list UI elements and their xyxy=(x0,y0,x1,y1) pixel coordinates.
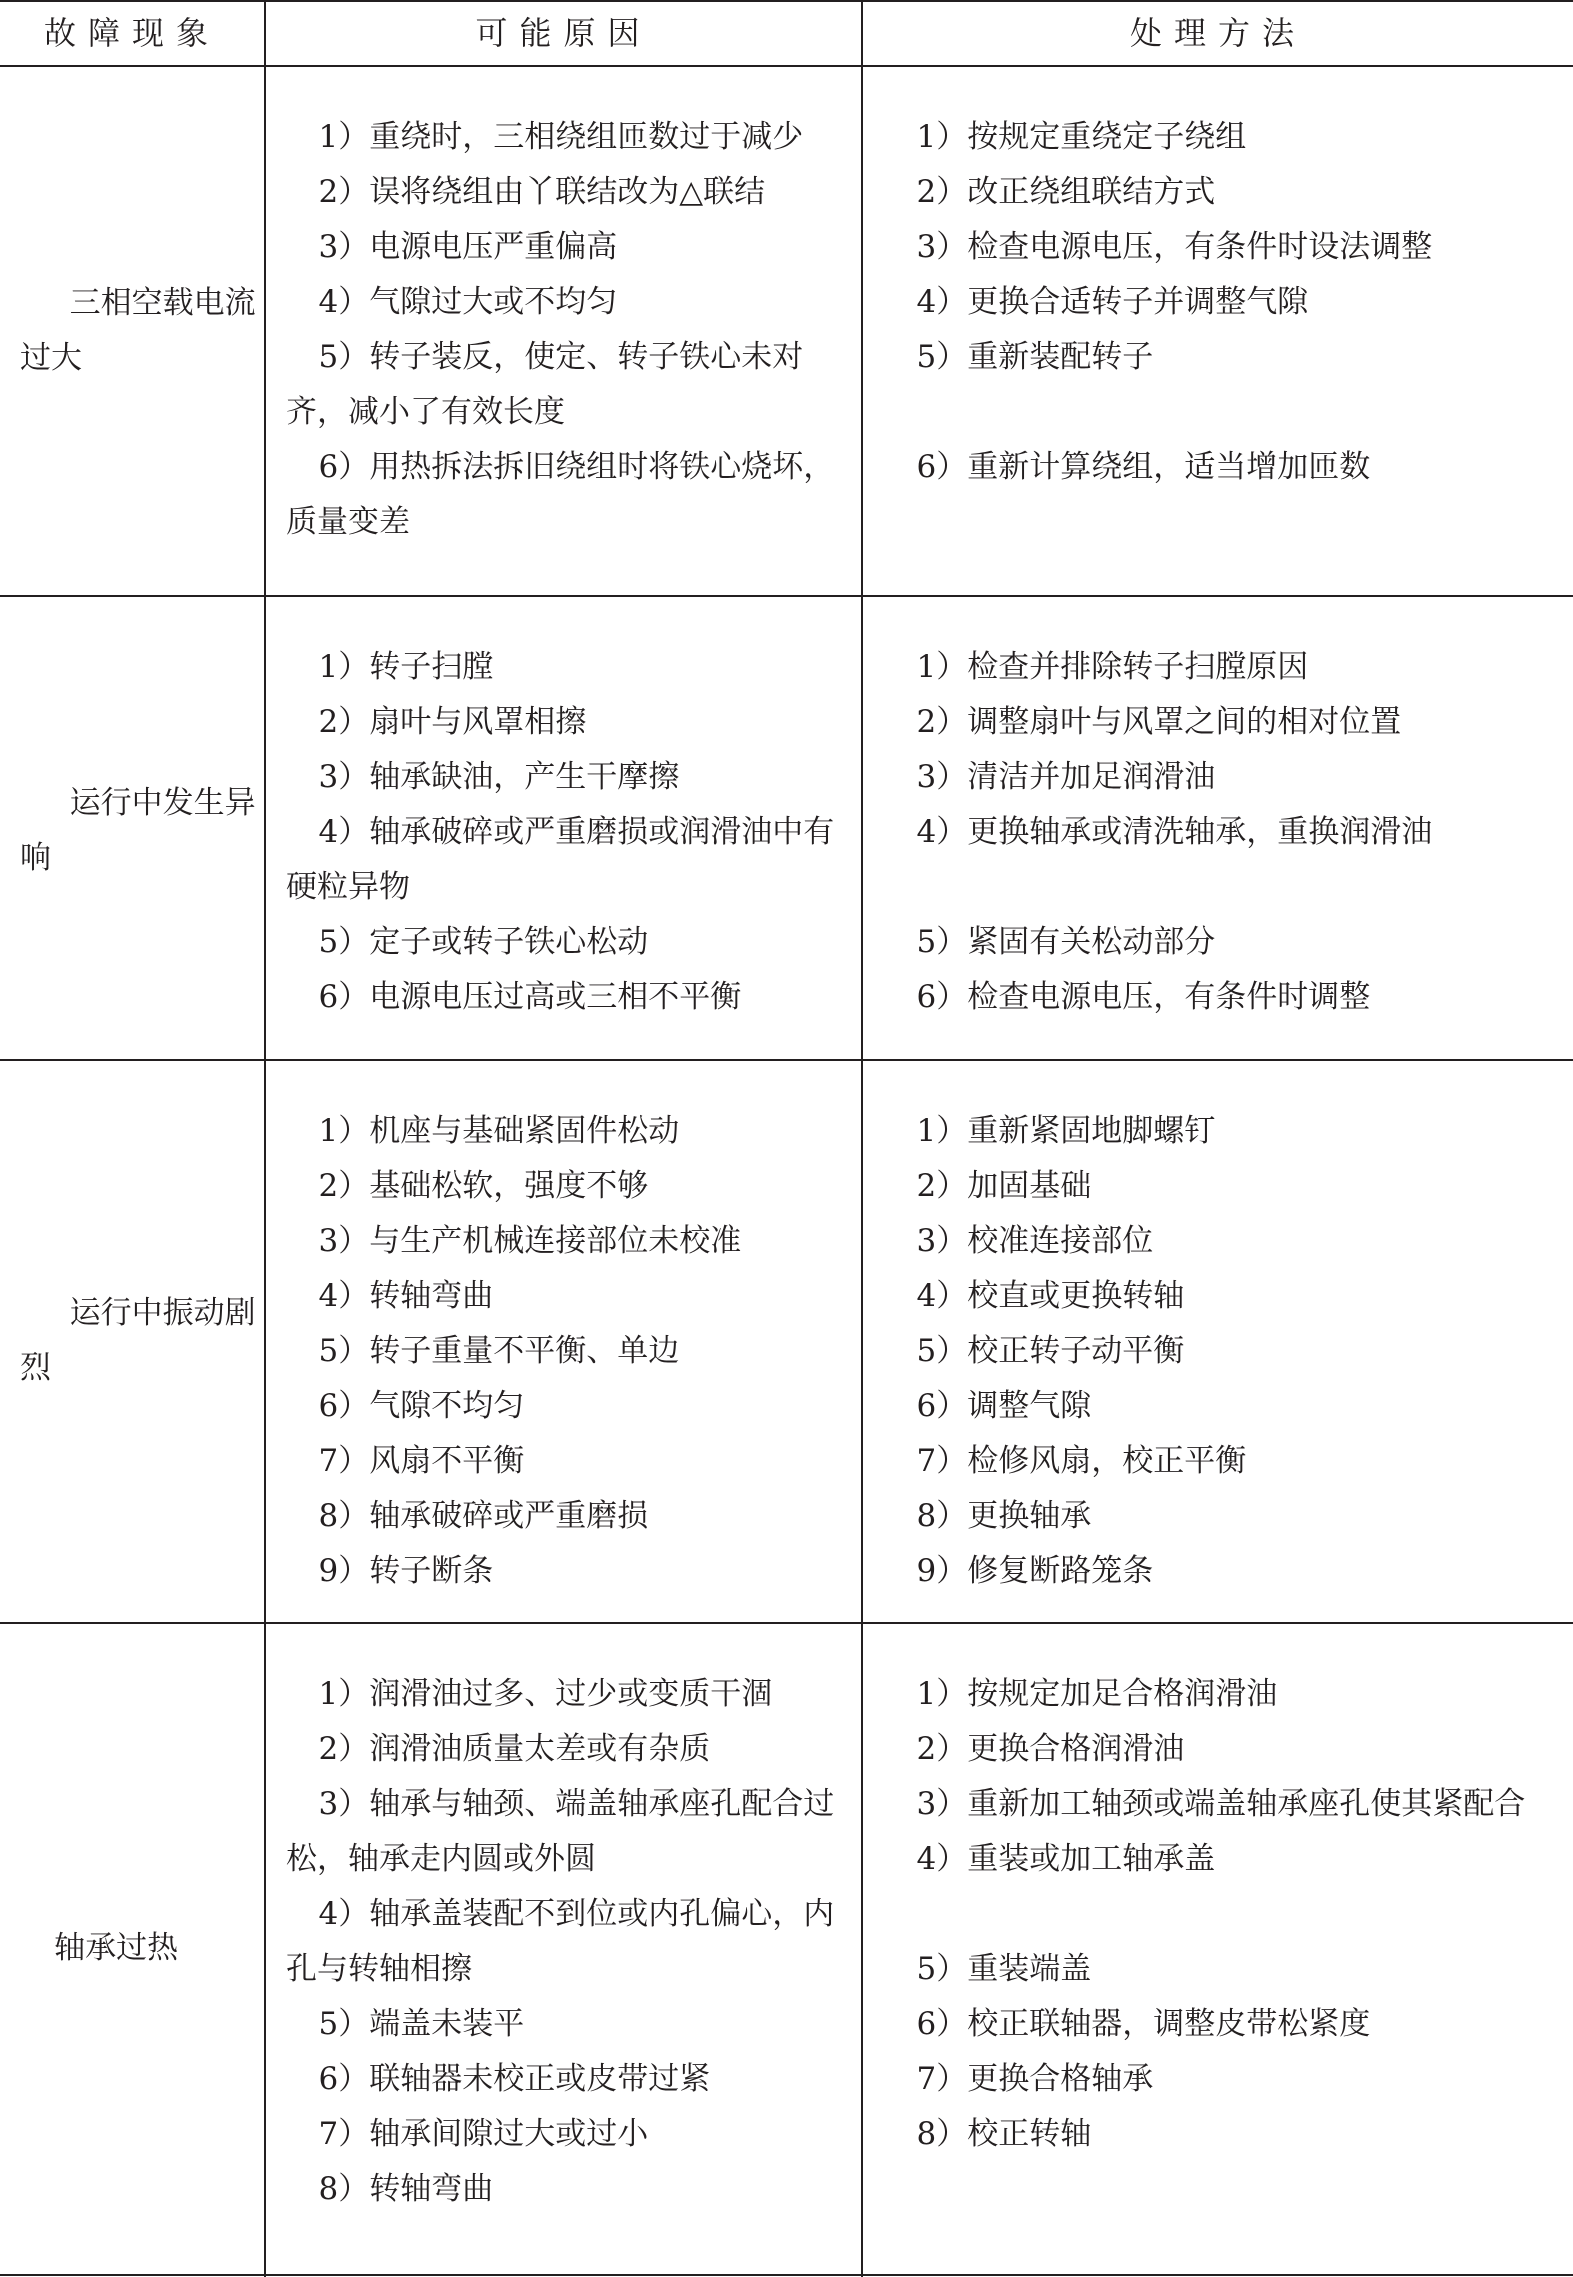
method-item: 9）修复断路笼条 xyxy=(916,1553,1154,1589)
method-item: 1）检查并排除转子扫膛原因 xyxy=(916,649,1309,685)
method-item: 3）重新加工轴颈或端盖轴承座孔使其紧配合 xyxy=(916,1786,1526,1822)
cause-item: 7）风扇不平衡 xyxy=(318,1443,525,1479)
cause-item: 3）轴承与轴颈、端盖轴承座孔配合过松，轴承走内圆或外圆 xyxy=(286,1786,835,1877)
symptom-cell: 运行中振动剧烈 xyxy=(20,1295,256,1386)
method-list xyxy=(884,1104,1564,1599)
cause-item: 1）机座与基础紧固件松动 xyxy=(318,1113,680,1149)
cause-item: 1）转子扫膛 xyxy=(318,649,494,685)
cause-item: 5）转子装反，使定、转子铁心未对齐，减小了有效长度 xyxy=(286,339,804,430)
symptom-cell: 三相空载电流过大 xyxy=(20,285,256,376)
row-divider xyxy=(0,1622,1573,1624)
cause-item: 5）定子或转子铁心松动 xyxy=(318,924,649,960)
method-item: 4）校直或更换转轴 xyxy=(916,1278,1185,1314)
method-item: 7）更换合格轴承 xyxy=(916,2061,1154,2097)
cause-item: 7）轴承间隙过大或过小 xyxy=(318,2116,649,2152)
cause-item: 6）用热拆法拆旧绕组时将铁心烧坏，质量变差 xyxy=(286,449,835,540)
cause-item: 4）轴承破碎或严重磨损或润滑油中有硬粒异物 xyxy=(286,814,835,905)
method-item: 1）按规定重绕定子绕组 xyxy=(916,119,1247,155)
method-spacer xyxy=(884,385,1564,440)
method-item: 4）重装或加工轴承盖 xyxy=(916,1841,1216,1877)
method-list xyxy=(884,640,1564,1025)
table-bottom-border xyxy=(0,2274,1573,2276)
row-divider xyxy=(0,1059,1573,1061)
method-item: 5）重新装配转子 xyxy=(916,339,1154,375)
method-item: 1）按规定加足合格润滑油 xyxy=(916,1676,1278,1712)
cause-list xyxy=(286,110,846,550)
cause-item: 8）轴承破碎或严重磨损 xyxy=(318,1498,649,1534)
symptom-cell: 轴承过热 xyxy=(54,1930,179,1966)
method-list xyxy=(884,1667,1564,2162)
cause-item: 5）转子重量不平衡、单边 xyxy=(318,1333,680,1369)
cause-item: 3）与生产机械连接部位未校准 xyxy=(318,1223,742,1259)
cause-item: 5）端盖未装平 xyxy=(318,2006,525,2042)
method-item: 3）校准连接部位 xyxy=(916,1223,1154,1259)
method-item: 2）更换合格润滑油 xyxy=(916,1731,1185,1767)
cause-item: 3）轴承缺油，产生干摩擦 xyxy=(318,759,680,795)
symptom-cell: 运行中发生异响 xyxy=(20,785,256,876)
method-item: 6）调整气隙 xyxy=(916,1388,1092,1424)
method-list xyxy=(884,110,1564,495)
method-item: 2）调整扇叶与风罩之间的相对位置 xyxy=(916,704,1402,740)
cause-item: 2）误将绕组由丫联结改为△联结 xyxy=(318,174,766,210)
cause-item: 3）电源电压严重偏高 xyxy=(318,229,618,265)
cause-item: 6）气隙不均匀 xyxy=(318,1388,525,1424)
method-item: 3）清洁并加足润滑油 xyxy=(916,759,1216,795)
method-item: 4）更换合适转子并调整气隙 xyxy=(916,284,1309,320)
column-divider xyxy=(861,0,863,2277)
cause-item: 2）扇叶与风罩相擦 xyxy=(318,704,587,740)
header-symptom: 故障现象 xyxy=(43,14,220,52)
cause-item: 2）润滑油质量太差或有杂质 xyxy=(318,1731,711,1767)
cause-list xyxy=(286,1104,846,1599)
cause-item: 4）气隙过大或不均匀 xyxy=(318,284,618,320)
cause-list xyxy=(286,640,846,1025)
method-item: 2）改正绕组联结方式 xyxy=(916,174,1216,210)
cause-item: 6）联轴器未校正或皮带过紧 xyxy=(318,2061,711,2097)
cause-item: 1）润滑油过多、过少或变质干涸 xyxy=(318,1676,773,1712)
method-item: 5）紧固有关松动部分 xyxy=(916,924,1216,960)
method-item: 1）重新紧固地脚螺钉 xyxy=(916,1113,1216,1149)
row-divider xyxy=(0,595,1573,597)
cause-item: 9）转子断条 xyxy=(318,1553,494,1589)
cause-item: 2）基础松软，强度不够 xyxy=(318,1168,649,1204)
method-item: 6）重新计算绕组，适当增加匝数 xyxy=(916,449,1371,485)
method-spacer xyxy=(884,1887,1564,1942)
cause-item: 8）转轴弯曲 xyxy=(318,2171,494,2207)
method-item: 8）更换轴承 xyxy=(916,1498,1092,1534)
method-spacer xyxy=(884,860,1564,915)
header-cause: 可能原因 xyxy=(475,14,652,52)
cause-item: 4）转轴弯曲 xyxy=(318,1278,494,1314)
method-item: 2）加固基础 xyxy=(916,1168,1092,1204)
cause-item: 4）轴承盖装配不到位或内孔偏心，内孔与转轴相擦 xyxy=(286,1896,835,1987)
method-item: 6）检查电源电压，有条件时调整 xyxy=(916,979,1371,1015)
cause-list xyxy=(286,1667,846,2217)
method-item: 3）检查电源电压，有条件时设法调整 xyxy=(916,229,1433,265)
method-item: 8）校正转轴 xyxy=(916,2116,1092,2152)
cause-item: 6）电源电压过高或三相不平衡 xyxy=(318,979,742,1015)
method-item: 5）校正转子动平衡 xyxy=(916,1333,1185,1369)
column-divider xyxy=(264,0,266,2277)
cause-item: 1）重绕时，三相绕组匝数过于减少 xyxy=(318,119,804,155)
method-item: 4）更换轴承或清洗轴承，重换润滑油 xyxy=(916,814,1433,850)
method-item: 6）校正联轴器，调整皮带松紧度 xyxy=(916,2006,1371,2042)
header-method: 处理方法 xyxy=(1129,14,1306,52)
method-item: 7）检修风扇，校正平衡 xyxy=(916,1443,1247,1479)
method-item: 5）重装端盖 xyxy=(916,1951,1092,1987)
